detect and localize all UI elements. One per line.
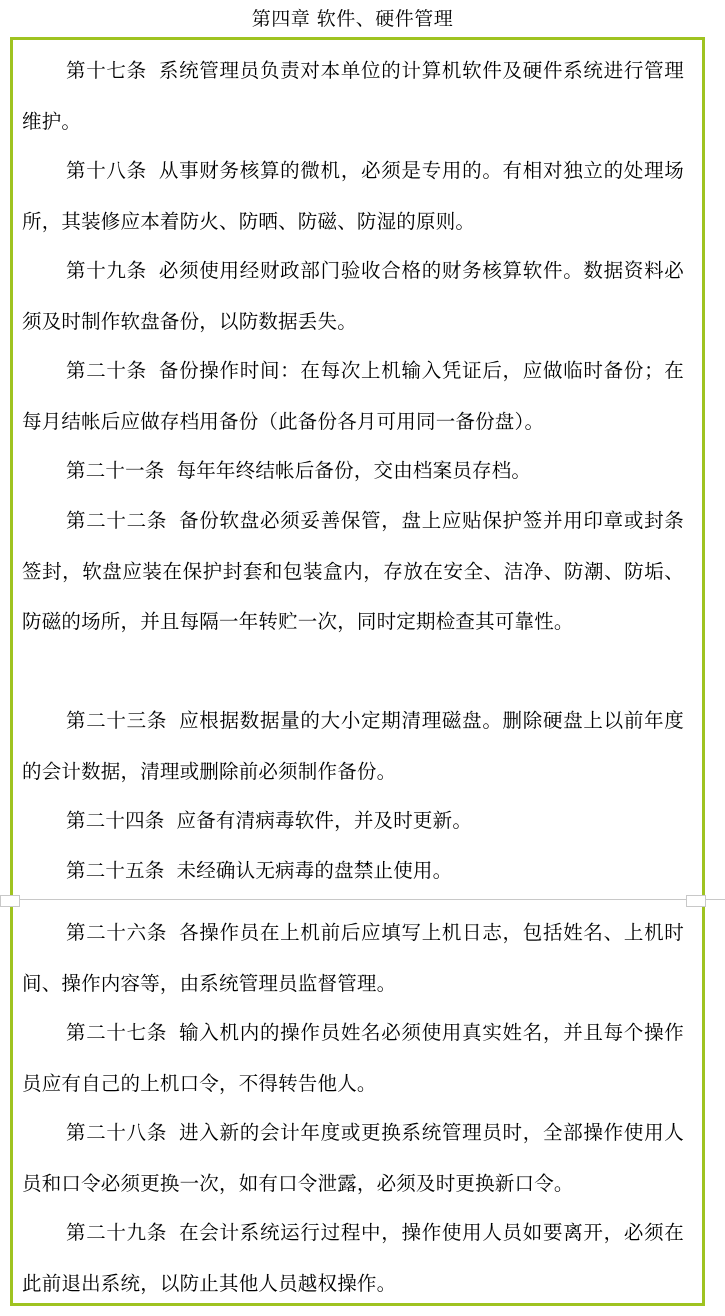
article-20: [22, 346, 684, 447]
article-number: 第二十四条: [66, 809, 165, 832]
article-27: [22, 1008, 684, 1109]
chapter-title: 第四章 软件、硬件管理: [251, 8, 454, 30]
article-number: 第二十七条: [66, 1021, 168, 1044]
article-number: 第二十一条: [66, 459, 165, 482]
article-number: 第二十二条: [66, 509, 168, 532]
page-break-marker-right: [686, 895, 706, 907]
article-21: [22, 446, 684, 497]
article-number: 第二十条: [66, 359, 147, 382]
article-26: [22, 908, 684, 1009]
article-number: 第十七条: [66, 59, 147, 82]
article-number: 第十九条: [66, 259, 147, 282]
article-24: [22, 796, 684, 847]
article-text: 每年年终结帐后备份，交由档案员存档。: [176, 459, 532, 482]
article-text: 必须使用经财政部门验收合格的财务核算软件。数据资料必须及时制作软盘备份，以防数据丢失。: [22, 259, 684, 333]
article-number: 第二十五条: [66, 859, 165, 882]
article-number: 第二十六条: [66, 921, 168, 944]
article-29: [22, 1208, 684, 1309]
article-text: 各操作员在上机前后应填写上机日志，包括姓名、上机时间、操作内容等，由系统管理员监督管理。: [22, 921, 684, 995]
article-22: [22, 496, 684, 648]
article-text: 进入新的会计年度或更换系统管理员时，全部操作使用人员和口令必须更换一次，如有口令泄露，必须及时更换新口令。: [22, 1121, 684, 1195]
article-text: 从事财务核算的微机，必须是专用的。有相对独立的处理场所，其装修应本着防火、防晒、防磁、防湿的原则。: [22, 159, 684, 233]
article-number: 第十八条: [66, 159, 147, 182]
article-number: 第二十八条: [66, 1121, 168, 1144]
page-break-marker-left: [0, 895, 20, 907]
article-number: 第二十三条: [66, 709, 168, 732]
article-text: 在会计系统运行过程中，操作使用人员如要离开，必须在此前退出系统，以防止其他人员越权操作。: [22, 1221, 684, 1295]
article-23: [22, 696, 684, 797]
article-text: 输入机内的操作员姓名必须使用真实姓名，并且每个操作员应有自己的上机口令，不得转告他人。: [22, 1021, 684, 1095]
article-text: 备份软盘必须妥善保管，盘上应贴保护签并用印章或封条签封，软盘应装在保护封套和包装盒内，存放在安全、洁净、防潮、防垢、防磁的场所，并且每隔一年转贮一次，同时定期检查其可靠性。: [22, 509, 684, 633]
article-19: [22, 246, 684, 347]
article-text: 未经确认无病毒的盘禁止使用。: [176, 859, 453, 882]
article-text: 备份操作时间：在每次上机输入凭证后，应做临时备份；在每月结帐后应做存档用备份（此备份各月可用同一备份盘）。: [22, 359, 684, 433]
article-text: 应根据数据量的大小定期清理磁盘。删除硬盘上以前年度的会计数据，清理或删除前必须制作备份。: [22, 709, 684, 783]
article-25: [22, 846, 684, 897]
article-28: [22, 1108, 684, 1209]
article-17: [22, 46, 684, 147]
article-number: 第二十九条: [66, 1221, 168, 1244]
article-text: 应备有清病毒软件，并及时更新。: [176, 809, 473, 832]
article-text: 系统管理员负责对本单位的计算机软件及硬件系统进行管理维护。: [22, 59, 684, 133]
page-break-line: [0, 899, 725, 900]
article-18: [22, 146, 684, 247]
